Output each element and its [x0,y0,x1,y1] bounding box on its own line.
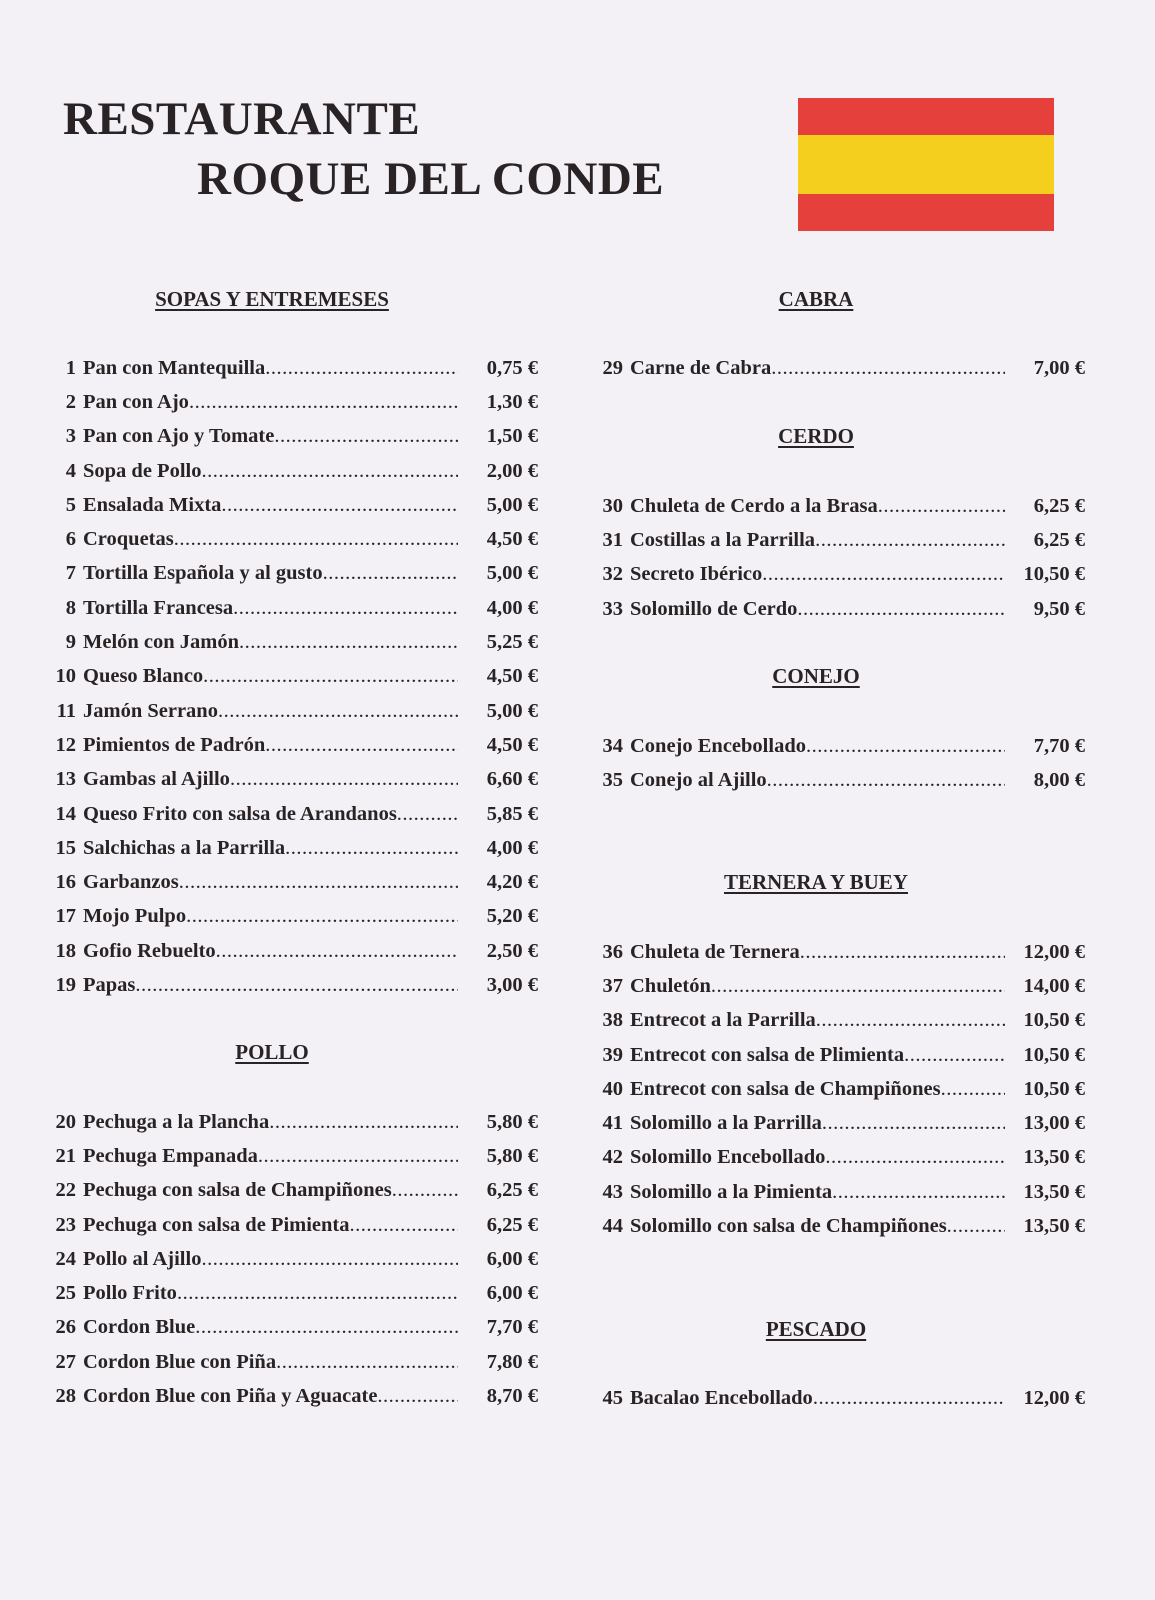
menu-list-pollo [48,1105,538,1414]
item-price: 10,50 € [1023,1077,1085,1100]
item-name-leader [630,1009,1005,1032]
item-price: 2,00 € [486,459,538,482]
item-name: Secreto Ibérico [630,563,763,586]
item-price: 7,00 € [1033,356,1085,379]
item-number: 21 [55,1144,76,1167]
item-name: Pollo al Ajillo [83,1247,202,1270]
item-number: 28 [55,1385,76,1408]
dot-leader [186,905,458,928]
restaurant-title-line2: ROQUE DEL CONDE [197,153,665,205]
item-name: Croquetas [83,528,174,551]
item-price: 4,50 € [486,733,538,756]
dot-leader [239,631,458,654]
item-price: 6,00 € [486,1282,538,1305]
item-name-leader [630,1215,1005,1238]
menu-item [48,1208,538,1242]
item-number: 24 [55,1247,76,1270]
item-number: 13 [55,768,76,791]
item-name-leader [83,734,458,757]
item-name-leader [630,563,1005,586]
item-name-leader [83,1214,458,1237]
item-name-leader [83,665,458,688]
dot-leader [767,769,1005,792]
item-number: 35 [602,768,623,791]
item-number: 8 [65,596,76,619]
menu-item [48,1242,538,1276]
item-name-leader [83,1111,458,1134]
item-price: 4,50 € [486,665,538,688]
item-name: Costillas a la Parrilla [630,528,816,551]
item-number: 32 [602,563,623,586]
dot-leader [825,1146,1005,1169]
item-name: Conejo al Ajillo [630,768,767,791]
dot-leader [392,1179,458,1202]
item-name: Solomillo a la Pimienta [630,1180,833,1203]
menu-item [595,592,1085,626]
menu-item [48,1345,538,1379]
dot-leader [218,700,458,723]
item-number: 3 [65,425,76,448]
item-name: Garbanzos [83,871,179,894]
item-number: 40 [602,1077,623,1100]
dot-leader [323,562,458,585]
dot-leader [813,1387,1005,1410]
menu-item [48,454,538,488]
item-number: 17 [55,905,76,928]
item-name: Chuleta de Cerdo a la Brasa [630,494,878,517]
item-name: Ensalada Mixta [83,493,222,516]
item-number: 9 [65,631,76,654]
item-price: 6,25 € [1033,494,1085,517]
item-name: Sopa de Pollo [83,459,202,482]
item-name-leader [83,768,458,791]
item-number: 1 [65,356,76,379]
menu-item [48,934,538,968]
item-number: 23 [55,1213,76,1236]
item-price: 5,00 € [486,493,538,516]
item-price: 5,80 € [486,1110,538,1133]
item-name-leader [630,1387,1005,1410]
item-name: Entrecot con salsa de Champiñones [630,1077,941,1100]
item-number: 10 [55,665,76,688]
item-number: 34 [602,734,623,757]
menu-item [595,1038,1085,1072]
dot-leader [179,871,458,894]
menu-item [595,523,1085,557]
item-name-leader [83,974,458,997]
menu-list-cerdo [595,489,1085,626]
item-number: 7 [65,562,76,585]
dot-leader [816,1009,1005,1032]
spanish-flag-icon [798,98,1054,231]
item-name-leader [630,975,1005,998]
item-number: 19 [55,973,76,996]
menu-item [595,1175,1085,1209]
menu-item [48,351,538,385]
item-name-leader [630,529,1005,552]
item-price: 13,50 € [1023,1215,1085,1238]
menu-list-ternera [595,935,1085,1244]
menu-item [48,900,538,934]
item-name: Chuletón [630,974,711,997]
item-name-leader [83,597,458,620]
dot-leader [285,837,458,860]
menu-item [48,557,538,591]
menu-item [595,935,1085,969]
dot-leader [904,1044,1005,1067]
item-name: Queso Frito con salsa de Arandanos [83,802,397,825]
item-price: 8,70 € [486,1385,538,1408]
menu-item [48,591,538,625]
item-number: 44 [602,1215,623,1238]
item-price: 2,50 € [486,939,538,962]
dot-leader [947,1215,1005,1238]
item-price: 7,70 € [486,1316,538,1339]
item-name: Solomillo a la Parrilla [630,1112,822,1135]
item-price: 13,50 € [1023,1146,1085,1169]
dot-leader [397,803,458,826]
item-name-leader [83,391,458,414]
item-price: 0,75 € [486,356,538,379]
item-number: 2 [65,390,76,413]
item-name: Salchichas a la Parrilla [83,836,286,859]
item-name: Solomillo con salsa de Champiñones [630,1215,947,1238]
menu-item [48,385,538,419]
menu-item [595,969,1085,1003]
item-name: Pan con Mantequilla [83,356,266,379]
item-number: 36 [602,940,623,963]
item-price: 10,50 € [1023,563,1085,586]
item-name: Cordon Blue con Piña [83,1350,277,1373]
dot-leader [201,460,458,483]
dot-leader [265,734,458,757]
item-name-leader [83,837,458,860]
item-name-leader [83,1145,458,1168]
dot-leader [189,391,458,414]
item-number: 30 [602,494,623,517]
menu-item [48,1276,538,1310]
item-number: 37 [602,974,623,997]
dot-leader [174,528,458,551]
item-number: 18 [55,939,76,962]
dot-leader [195,1316,458,1339]
dot-leader [797,598,1005,621]
item-name: Entrecot a la Parrilla [630,1009,816,1032]
item-name-leader [630,1044,1005,1067]
item-price: 14,00 € [1023,974,1085,997]
item-name-leader [83,803,458,826]
item-name-leader [83,1248,458,1271]
dot-leader [216,940,458,963]
item-number: 15 [55,836,76,859]
item-price: 13,00 € [1023,1112,1085,1135]
menu-item [48,660,538,694]
dot-leader [177,1282,458,1305]
item-name: Pechuga Empanada [83,1144,258,1167]
menu-item [48,694,538,728]
menu-item [48,488,538,522]
section-heading-cerdo: CERDO [778,424,854,448]
menu-item [48,728,538,762]
item-price: 1,50 € [486,425,538,448]
item-name-leader [630,495,1005,518]
dot-leader [815,529,1005,552]
menu-item [48,1139,538,1173]
dot-leader [878,495,1005,518]
item-name-leader [630,769,1005,792]
item-price: 12,00 € [1023,1386,1085,1409]
item-price: 9,50 € [1033,597,1085,620]
menu-list-pescado [595,1381,1085,1415]
item-number: 42 [602,1146,623,1169]
dot-leader [258,1145,458,1168]
menu-item [595,1004,1085,1038]
dot-leader [762,563,1005,586]
section-heading-sopas: SOPAS Y ENTREMESES [155,287,389,311]
item-name-leader [83,562,458,585]
item-name: Pechuga a la Plancha [83,1110,270,1133]
menu-list-cabra [595,351,1085,385]
menu-item [48,763,538,797]
item-name-leader [83,1351,458,1374]
item-number: 12 [55,733,76,756]
item-number: 16 [55,871,76,894]
menu-item [48,968,538,1002]
item-price: 6,00 € [486,1247,538,1270]
item-price: 6,25 € [486,1213,538,1236]
menu-item [595,1106,1085,1140]
item-name: Conejo Encebollado [630,734,806,757]
item-number: 43 [602,1180,623,1203]
menu-item [48,865,538,899]
item-price: 5,00 € [486,699,538,722]
dot-leader [377,1385,458,1408]
item-name: Cordon Blue con Piña y Aguacate [83,1385,378,1408]
item-number: 20 [55,1110,76,1133]
item-price: 7,70 € [1033,734,1085,757]
menu-item [595,489,1085,523]
item-price: 4,00 € [486,836,538,859]
item-number: 33 [602,597,623,620]
item-price: 5,85 € [486,802,538,825]
item-name-leader [83,460,458,483]
item-price: 4,50 € [486,528,538,551]
item-name: Gambas al Ajillo [83,768,230,791]
item-name-leader [630,1181,1005,1204]
item-price: 13,50 € [1023,1180,1085,1203]
dot-leader [806,735,1005,758]
dot-leader [350,1214,459,1237]
dot-leader [230,768,458,791]
menu-item [595,729,1085,763]
dot-leader [135,974,458,997]
item-number: 27 [55,1350,76,1373]
item-number: 6 [65,528,76,551]
item-name: Tortilla Francesa [83,596,234,619]
menu-item [48,1174,538,1208]
item-name-leader [83,425,458,448]
menu-item [48,420,538,454]
item-price: 4,20 € [486,871,538,894]
section-heading-cabra: CABRA [778,287,854,311]
item-number: 11 [56,699,76,722]
item-number: 31 [602,528,623,551]
item-price: 5,25 € [486,631,538,654]
menu-item [48,797,538,831]
section-heading-pescado: PESCADO [765,1317,867,1341]
dot-leader [800,941,1005,964]
item-name-leader [630,357,1005,380]
dot-leader [711,975,1005,998]
item-name: Chuleta de Ternera [630,940,800,963]
item-price: 12,00 € [1023,940,1085,963]
item-name: Pechuga con salsa de Pimienta [83,1213,350,1236]
menu-item [48,831,538,865]
section-heading-pollo: POLLO [235,1040,309,1064]
menu-list-conejo [595,729,1085,798]
dot-leader [276,1351,458,1374]
item-number: 22 [55,1179,76,1202]
item-name: Tortilla Española y al gusto [83,562,323,585]
item-number: 5 [65,493,76,516]
item-name-leader [83,1179,458,1202]
menu-item [595,558,1085,592]
dot-leader [771,357,1005,380]
item-price: 5,80 € [486,1144,538,1167]
menu-item [48,1311,538,1345]
item-name-leader [83,1385,458,1408]
item-name: Cordon Blue [83,1316,196,1339]
menu-item [48,1105,538,1139]
item-price: 6,60 € [486,768,538,791]
item-price: 10,50 € [1023,1043,1085,1066]
item-name: Pechuga con salsa de Champiñones [83,1179,392,1202]
item-number: 25 [55,1282,76,1305]
dot-leader [274,425,458,448]
item-name-leader [630,941,1005,964]
dot-leader [269,1111,458,1134]
item-name-leader [83,528,458,551]
item-price: 4,00 € [486,596,538,619]
section-heading-ternera: TERNERA Y BUEY [724,870,908,894]
item-name-leader [630,1112,1005,1135]
item-number: 38 [602,1009,623,1032]
menu-item [595,1072,1085,1106]
item-price: 10,50 € [1023,1009,1085,1032]
item-name-leader [630,1078,1005,1101]
item-name: Solomillo Encebollado [630,1146,826,1169]
item-name: Queso Blanco [83,665,204,688]
menu-list-sopas [48,351,538,1003]
item-name-leader [630,598,1005,621]
item-price: 6,25 € [486,1179,538,1202]
item-name: Pimientos de Padrón [83,733,266,756]
dot-leader [221,494,458,517]
item-name-leader [83,871,458,894]
item-name-leader [630,735,1005,758]
menu-item [595,1381,1085,1415]
menu-item [48,522,538,556]
item-price: 5,00 € [486,562,538,585]
item-price: 8,00 € [1033,768,1085,791]
item-price: 5,20 € [486,905,538,928]
item-number: 29 [602,356,623,379]
item-name: Jamón Serrano [83,699,218,722]
menu-item [595,1141,1085,1175]
item-name-leader [83,631,458,654]
item-price: 1,30 € [486,390,538,413]
menu-item [48,625,538,659]
dot-leader [203,665,458,688]
dot-leader [265,357,458,380]
dot-leader [201,1248,458,1271]
item-name: Melón con Jamón [83,631,240,654]
item-number: 45 [602,1386,623,1409]
dot-leader [832,1181,1005,1204]
item-name-leader [630,1146,1005,1169]
item-number: 41 [602,1112,623,1135]
item-name-leader [83,494,458,517]
item-name-leader [83,700,458,723]
menu-item [595,1209,1085,1243]
item-name: Solomillo de Cerdo [630,597,798,620]
item-number: 14 [55,802,76,825]
dot-leader [941,1078,1005,1101]
item-name-leader [83,1282,458,1305]
dot-leader [822,1112,1005,1135]
dot-leader [233,597,458,620]
menu-item [595,351,1085,385]
menu-item [595,763,1085,797]
item-name-leader [83,357,458,380]
item-number: 26 [55,1316,76,1339]
item-price: 7,80 € [486,1350,538,1373]
item-name: Pollo Frito [83,1282,177,1305]
item-name: Pan con Ajo y Tomate [83,425,275,448]
item-price: 6,25 € [1033,528,1085,551]
menu-item [48,1379,538,1413]
item-name: Entrecot con salsa de Plimienta [630,1043,905,1066]
item-number: 39 [602,1043,623,1066]
item-number: 4 [65,459,76,482]
item-name: Papas [83,973,136,996]
item-price: 3,00 € [486,973,538,996]
section-heading-conejo: CONEJO [772,664,860,688]
item-name-leader [83,940,458,963]
item-name: Gofio Rebuelto [83,939,216,962]
item-name: Pan con Ajo [83,390,189,413]
item-name: Bacalao Encebollado [630,1386,813,1409]
restaurant-title-line1: RESTAURANTE [63,93,421,145]
item-name: Mojo Pulpo [83,905,187,928]
item-name: Carne de Cabra [630,356,772,379]
item-name-leader [83,905,458,928]
item-name-leader [83,1316,458,1339]
